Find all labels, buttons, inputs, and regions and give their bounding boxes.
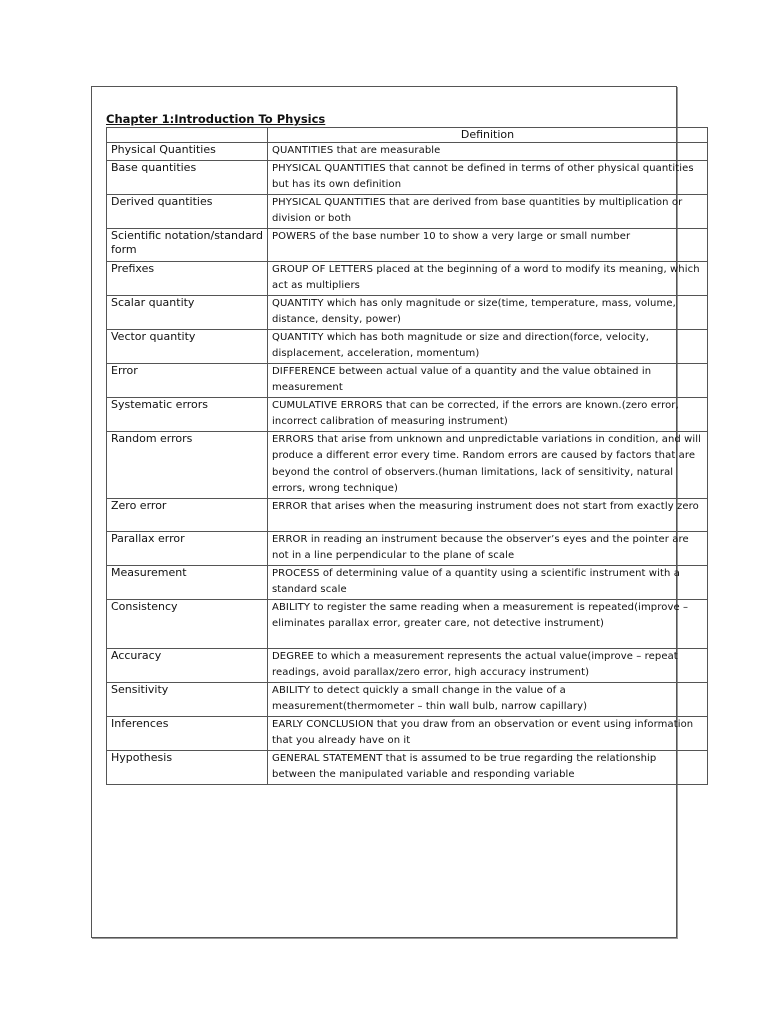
- definition-cell: ERRORS that arise from unknown and unpredictable variations in condition, and will produce a different error every time. Random errors are caused by factors that are beyond the control of observers.(human limitations, lack of sensitivity, natural errors, wrong technique): [268, 431, 708, 498]
- table-row: [107, 750, 708, 784]
- table-row: [107, 143, 708, 161]
- definition-cell: QUANTITY which has only magnitude or size(time, temperature, mass, volume, distance, density, power): [268, 295, 708, 329]
- table-row: [107, 194, 708, 228]
- term-cell: Vector quantity: [107, 329, 268, 363]
- table-row: [107, 648, 708, 682]
- definition-cell: CUMULATIVE ERRORS that can be corrected, if the errors are known.(zero error, incorrect calibration of measuring instrument): [268, 397, 708, 431]
- definition-cell: ABILITY to register the same reading when a measurement is repeated(improve – eliminates parallax error, greater care, not detective instrument): [268, 599, 708, 648]
- definition-cell: PHYSICAL QUANTITIES that cannot be defined in terms of other physical quantities but has its own definition: [268, 160, 708, 194]
- definition-cell: QUANTITIES that are measurable: [268, 143, 708, 161]
- table-row: [107, 565, 708, 599]
- term-cell: Prefixes: [107, 261, 268, 295]
- table-header-row: [107, 128, 708, 143]
- header-definition: Definition: [268, 128, 708, 143]
- table-row: [107, 295, 708, 329]
- table-row: [107, 498, 708, 531]
- table-row: [107, 261, 708, 295]
- term-cell: Derived quantities: [107, 194, 268, 228]
- header-term: [107, 128, 268, 143]
- term-cell: Accuracy: [107, 648, 268, 682]
- term-cell: Measurement: [107, 565, 268, 599]
- definitions-table: [106, 127, 708, 785]
- definition-cell: ERROR in reading an instrument because the observer’s eyes and the pointer are not in a line perpendicular to the plane of scale: [268, 531, 708, 565]
- table-row: [107, 682, 708, 716]
- term-cell: Hypothesis: [107, 750, 268, 784]
- table-row: [107, 431, 708, 498]
- term-cell: Zero error: [107, 498, 268, 531]
- definition-cell: ERROR that arises when the measuring instrument does not start from exactly zero: [268, 498, 708, 531]
- definition-cell: POWERS of the base number 10 to show a very large or small number: [268, 228, 708, 261]
- term-cell: Base quantities: [107, 160, 268, 194]
- term-cell: Random errors: [107, 431, 268, 498]
- table-row: [107, 228, 708, 261]
- table-row: [107, 599, 708, 648]
- table-row: [107, 716, 708, 750]
- table-row: [107, 397, 708, 431]
- definition-cell: DEGREE to which a measurement represents the actual value(improve – repeat readings, avoid parallax/zero error, high accuracy instrument): [268, 648, 708, 682]
- chapter-title: Chapter 1:Introduction To Physics: [106, 112, 326, 126]
- term-cell: Inferences: [107, 716, 268, 750]
- table-row: [107, 160, 708, 194]
- term-cell: Parallax error: [107, 531, 268, 565]
- definition-cell: GENERAL STATEMENT that is assumed to be true regarding the relationship between the manipulated variable and responding variable: [268, 750, 708, 784]
- definition-cell: EARLY CONCLUSION that you draw from an observation or event using information that you already have on it: [268, 716, 708, 750]
- table-row: [107, 363, 708, 397]
- term-cell: Systematic errors: [107, 397, 268, 431]
- term-cell: Scalar quantity: [107, 295, 268, 329]
- definition-cell: PROCESS of determining value of a quantity using a scientific instrument with a standard scale: [268, 565, 708, 599]
- term-cell: Consistency: [107, 599, 268, 648]
- table-row: [107, 329, 708, 363]
- term-cell: Error: [107, 363, 268, 397]
- definition-cell: PHYSICAL QUANTITIES that are derived from base quantities by multiplication or division or both: [268, 194, 708, 228]
- definition-cell: DIFFERENCE between actual value of a quantity and the value obtained in measurement: [268, 363, 708, 397]
- term-cell: Sensitivity: [107, 682, 268, 716]
- definition-cell: ABILITY to detect quickly a small change in the value of a measurement(thermometer – thin wall bulb, narrow capillary): [268, 682, 708, 716]
- term-cell: Scientific notation/standard form: [107, 228, 268, 261]
- term-cell: Physical Quantities: [107, 143, 268, 161]
- table-row: [107, 531, 708, 565]
- definition-cell: GROUP OF LETTERS placed at the beginning of a word to modify its meaning, which act as multipliers: [268, 261, 708, 295]
- definition-cell: QUANTITY which has both magnitude or size and direction(force, velocity, displacement, acceleration, momentum): [268, 329, 708, 363]
